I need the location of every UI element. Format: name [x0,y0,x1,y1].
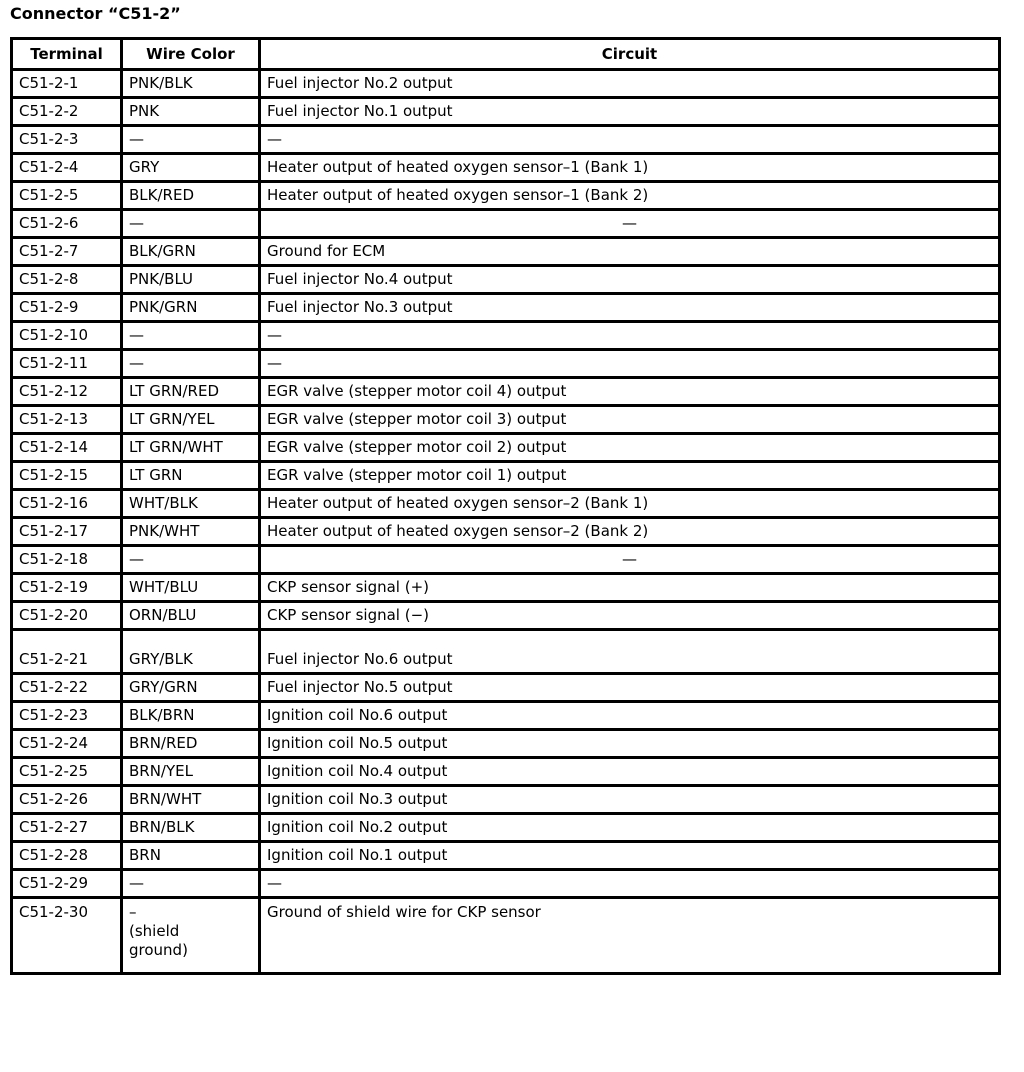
wire-color-cell: PNK/BLU [122,266,260,294]
header-wire-color: Wire Color [122,39,260,70]
table-row [12,378,1000,406]
terminal-cell: C51-2-17 [12,518,122,546]
circuit-cell: Ground of shield wire for CKP sensor [260,898,1000,974]
circuit-cell: — [260,350,1000,378]
table-row [12,786,1000,814]
terminal-cell: C51-2-29 [12,870,122,898]
table-row [12,674,1000,702]
table-row [12,630,1000,674]
table-row [12,602,1000,630]
circuit-cell: Fuel injector No.1 output [260,98,1000,126]
circuit-cell: Heater output of heated oxygen sensor–2 (Bank 1) [260,490,1000,518]
wire-color-cell: — [122,870,260,898]
wire-color-cell: BLK/BRN [122,702,260,730]
terminal-cell: C51-2-1 [12,70,122,98]
table-row [12,266,1000,294]
wire-color-cell: BRN/BLK [122,814,260,842]
table-row [12,518,1000,546]
circuit-cell: Ignition coil No.4 output [260,758,1000,786]
circuit-cell: Fuel injector No.4 output [260,266,1000,294]
table-row [12,350,1000,378]
terminal-cell: C51-2-15 [12,462,122,490]
circuit-cell: EGR valve (stepper motor coil 2) output [260,434,1000,462]
terminal-cell: C51-2-26 [12,786,122,814]
terminal-cell: C51-2-20 [12,602,122,630]
circuit-cell: EGR valve (stepper motor coil 4) output [260,378,1000,406]
header-circuit: Circuit [260,39,1000,70]
terminal-cell: C51-2-22 [12,674,122,702]
circuit-cell: Ignition coil No.1 output [260,842,1000,870]
wire-color-cell: ORN/BLU [122,602,260,630]
terminal-cell: C51-2-6 [12,210,122,238]
wire-color-cell: BRN/YEL [122,758,260,786]
circuit-cell: Fuel injector No.6 output [260,630,1000,674]
table-row [12,730,1000,758]
wire-color-cell: BLK/GRN [122,238,260,266]
terminal-cell: C51-2-10 [12,322,122,350]
wire-color-cell: BRN [122,842,260,870]
circuit-cell: — [260,870,1000,898]
circuit-cell: — [260,322,1000,350]
wire-color-cell: GRY/GRN [122,674,260,702]
wire-color-cell: — [122,546,260,574]
table-row [12,434,1000,462]
wire-color-cell: — [122,126,260,154]
terminal-cell: C51-2-18 [12,546,122,574]
table-row [12,490,1000,518]
terminal-cell: C51-2-12 [12,378,122,406]
terminal-cell: C51-2-28 [12,842,122,870]
header-terminal: Terminal [12,39,122,70]
wire-color-cell: PNK [122,98,260,126]
terminal-cell: C51-2-30 [12,898,122,974]
terminal-cell: C51-2-7 [12,238,122,266]
terminal-cell: C51-2-23 [12,702,122,730]
table-row [12,870,1000,898]
wire-color-cell: — [122,322,260,350]
circuit-cell: Heater output of heated oxygen sensor–1 (Bank 2) [260,182,1000,210]
terminal-cell: C51-2-5 [12,182,122,210]
circuit-cell: Fuel injector No.5 output [260,674,1000,702]
table-row [12,842,1000,870]
table-row [12,898,1000,974]
terminal-cell: C51-2-14 [12,434,122,462]
terminal-cell: C51-2-24 [12,730,122,758]
circuit-cell: EGR valve (stepper motor coil 1) output [260,462,1000,490]
circuit-cell: Heater output of heated oxygen sensor–2 (Bank 2) [260,518,1000,546]
table-row [12,154,1000,182]
wire-color-cell: BRN/WHT [122,786,260,814]
circuit-cell: Heater output of heated oxygen sensor–1 (Bank 1) [260,154,1000,182]
circuit-cell: Fuel injector No.3 output [260,294,1000,322]
circuit-cell: EGR valve (stepper motor coil 3) output [260,406,1000,434]
circuit-cell: Ignition coil No.2 output [260,814,1000,842]
table-row [12,574,1000,602]
wire-color-cell: – (shield ground) [122,898,260,974]
wire-color-cell: LT GRN/YEL [122,406,260,434]
wire-color-cell: LT GRN/RED [122,378,260,406]
terminal-cell: C51-2-27 [12,814,122,842]
table-row [12,546,1000,574]
wire-color-cell: BRN/RED [122,730,260,758]
terminal-cell: C51-2-11 [12,350,122,378]
circuit-cell: Ignition coil No.6 output [260,702,1000,730]
wire-color-cell: GRY/BLK [122,630,260,674]
terminal-cell: C51-2-4 [12,154,122,182]
table-row [12,294,1000,322]
wire-color-cell: PNK/GRN [122,294,260,322]
circuit-cell: CKP sensor signal (−) [260,602,1000,630]
wire-color-cell: BLK/RED [122,182,260,210]
terminal-cell: C51-2-9 [12,294,122,322]
wire-color-cell: WHT/BLU [122,574,260,602]
circuit-cell: Ignition coil No.5 output [260,730,1000,758]
table-row [12,702,1000,730]
wire-color-cell: PNK/WHT [122,518,260,546]
wire-color-cell: — [122,350,260,378]
terminal-cell: C51-2-13 [12,406,122,434]
table-row [12,758,1000,786]
circuit-cell: — [260,546,1000,574]
table-row [12,126,1000,154]
circuit-cell: — [260,210,1000,238]
table-row [12,210,1000,238]
terminal-cell: C51-2-19 [12,574,122,602]
table-row [12,98,1000,126]
terminal-cell: C51-2-8 [12,266,122,294]
terminal-cell: C51-2-2 [12,98,122,126]
table-header-row [12,39,1000,70]
terminal-cell: C51-2-21 [12,630,122,674]
table-row [12,462,1000,490]
circuit-cell: Ground for ECM [260,238,1000,266]
table-row [12,322,1000,350]
wire-color-cell: PNK/BLK [122,70,260,98]
circuit-cell: — [260,126,1000,154]
wire-color-cell: LT GRN/WHT [122,434,260,462]
circuit-cell: Ignition coil No.3 output [260,786,1000,814]
terminal-cell: C51-2-3 [12,126,122,154]
circuit-cell: Fuel injector No.2 output [260,70,1000,98]
circuit-cell: CKP sensor signal (+) [260,574,1000,602]
terminal-cell: C51-2-25 [12,758,122,786]
terminal-cell: C51-2-16 [12,490,122,518]
table-row [12,814,1000,842]
wire-color-cell: GRY [122,154,260,182]
wire-color-cell: WHT/BLK [122,490,260,518]
page-title: Connector “C51-2” [10,4,181,23]
table-row [12,406,1000,434]
wire-color-cell: — [122,210,260,238]
table-row [12,238,1000,266]
wire-color-cell: LT GRN [122,462,260,490]
table-row [12,182,1000,210]
table-row [12,70,1000,98]
connector-table [10,37,1001,975]
